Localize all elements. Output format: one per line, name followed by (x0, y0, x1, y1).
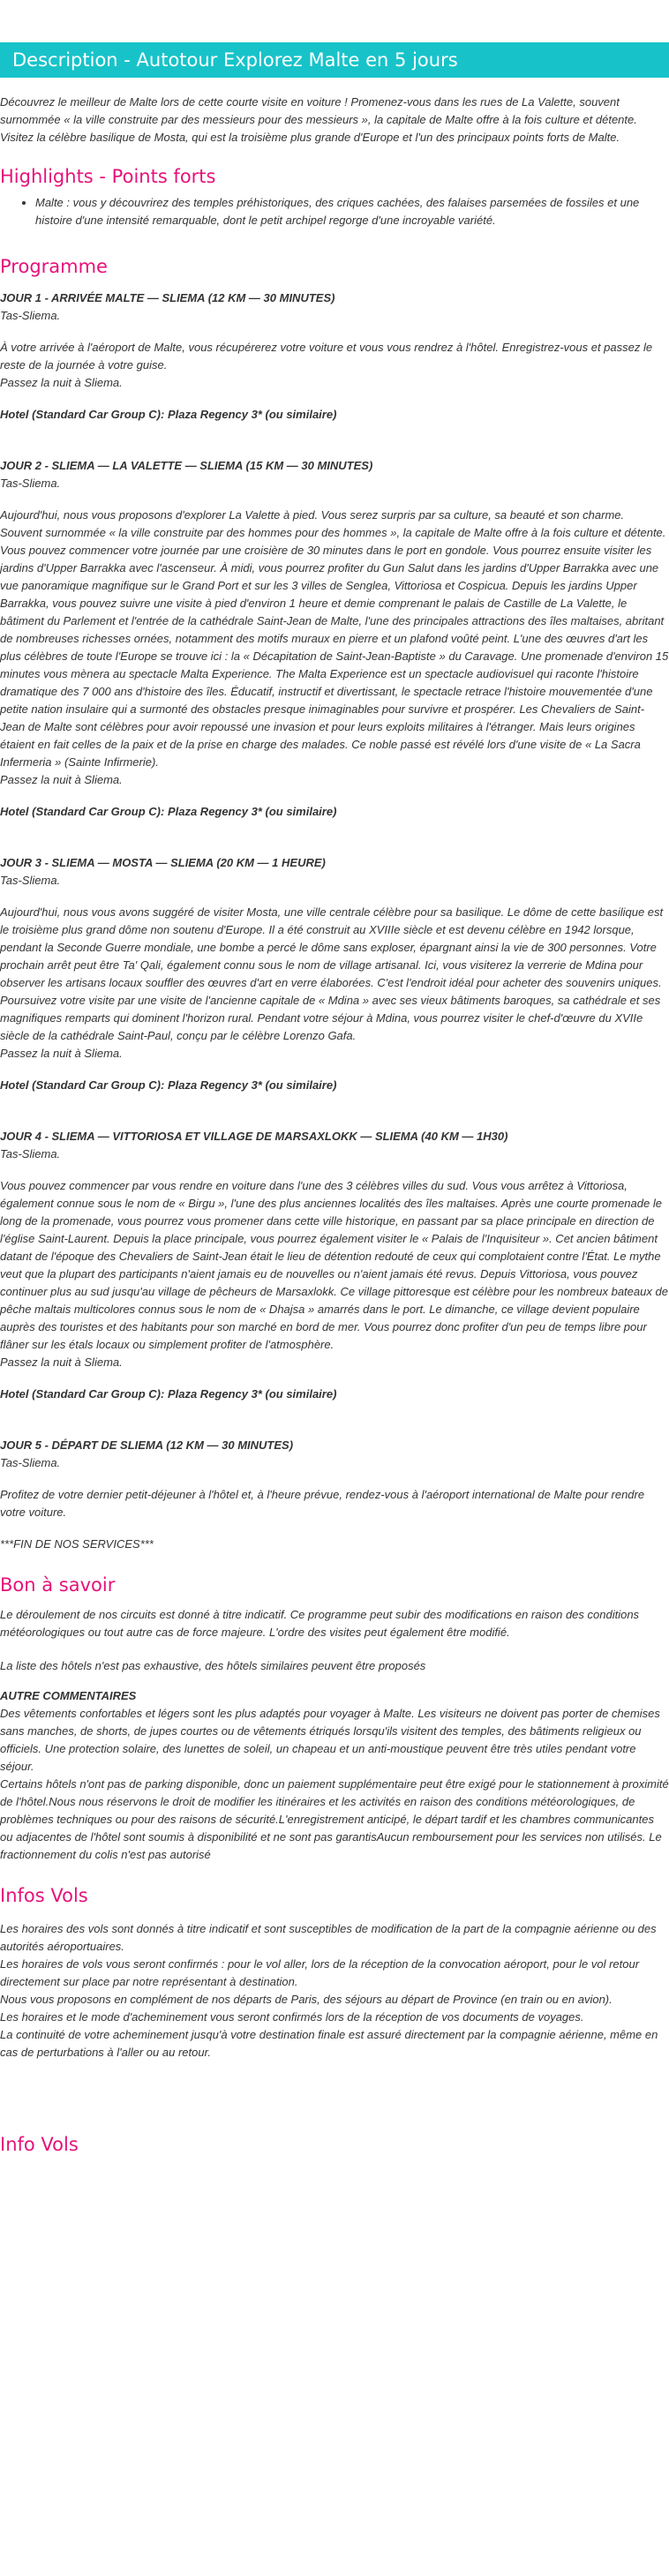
autre-commentaires-body: Des vêtements confortables et légers sont les plus adaptés pour voyager à Malte. Les visiteurs ne doivent pas porter de chemises sans manches, de shorts, de jupes courtes ou de vêtements étriqués lorsqu'ils visitent des temples, des bâtiments religieux ou officiels. Une protection solaire, des lunettes de soleil, un chapeau et un anti-moustique peuvent être très utiles pendant votre séjour. (0, 1707, 660, 1773)
day-night: Passez la nuit à Sliema. (0, 1356, 123, 1369)
programme-title: Programme (0, 256, 108, 277)
intro-paragraph: Découvrez le meilleur de Malte lors de cette courte visite en voiture ! Promenez-vous dans les rues de La Valette, souvent surnommée « la ville construite par des messieurs pour des messieurs », la capitale de Malte offre à la fois culture et détente. Visitez la célèbre basilique de Mosta, qui est la troisième plus grande d'Europe et l'un des principaux points forts de Malte. (0, 95, 637, 144)
infos-vols-title: Infos Vols (0, 1885, 88, 1906)
day-2 (0, 457, 669, 821)
day-description: Aujourd'hui, nous vous proposons d'explorer La Valette à pied. Vous serez surpris par sa culture, sa beauté et son charme. Souvent surnommée « la ville construite par des hommes pour des hommes », la capitale de Malte offre à la fois culture et détente. Vous pouvez commencer votre journée par une croisière de 30 minutes dans le port en gondole. Vous pourrez ensuite visiter les jardins d'Upper Barrakka avec l'ascenseur. À midi, vous pourrez profiter du Gun Salut dans les jardins d'Upper Barrakka avec une vue panoramique magnifique sur le Grand Port et sur les 3 villes de Senglea, Vittoriosa et Cospicua. Depuis les jardins Upper Barrakka, vous pouvez suivre une visite à pied d'environ 1 heure et demie comprenant le palais de Castille de La Valette, le bâtiment du Parlement et l'entrée de la cathédrale Saint-Jean de Malte, l'une des principales attractions des îles maltaises, abritant de nombreuses richesses ornées, notamment des motifs muraux en pierre et un plafond voûté peint. L'une des œuvres d'art les plus célèbres de toute l'Europe se trouve ici : la « Décapitation de Saint-Jean-Baptiste » du Caravage. Une promenade d'environ 15 minutes vous mènera au spectacle Malta Experience. The Malta Experience est un spectacle audiovisuel qui raconte l'histoire dramatique des 7 000 ans d'histoire des îles. Éducatif, instructif et divertissant, le spectacle retrace l'histoire mouvementée d'une petite nation insulaire qui a surmonté des obstacles presque inimaginables pour survivre et prospérer. Les Chevaliers de Saint-Jean de Malte sont célèbres pour avoir repoussé une invasion et pour leurs exploits militaires à l'étranger. Mais leurs origines étaient en fait celles de la paix et de la prise en charge des malades. Ce noble passé est révélé lors d'une visite de « La Sacra Infermeria » (Sainte Infirmerie). (0, 508, 669, 769)
day-title: JOUR 4 - SLIEMA — VITTORIOSA ET VILLAGE DE MARSAXLOKK — SLIEMA (40 KM — 1H30) (0, 1130, 508, 1143)
bon-a-savoir-paragraph: Le déroulement de nos circuits est donné à titre indicatif. Ce programme peut subir des modifications en raison des conditions météorologiques ou tout autre cas de force majeure. L'ordre des visites peut également être modifié. (0, 1608, 640, 1639)
description-banner (0, 42, 669, 78)
autre-commentaires-title: AUTRE COMMENTAIRES (0, 1689, 137, 1702)
end-of-services: ***FIN DE NOS SERVICES*** (0, 1537, 154, 1551)
day-hotel: Hotel (Standard Car Group C): Plaza Regency 3* (ou similaire) (0, 805, 337, 818)
day-night: Passez la nuit à Sliema. (0, 1047, 123, 1060)
day-1 (0, 289, 669, 424)
day-3 (0, 854, 669, 1094)
info-vols-title: Info Vols (0, 2134, 79, 2155)
day-location: Tas-Sliema. (0, 874, 61, 887)
highlights-title: Highlights - Points forts (0, 166, 216, 187)
day-night: Passez la nuit à Sliema. (0, 376, 123, 389)
day-location: Tas-Sliema. (0, 309, 61, 322)
infos-vols-section (0, 1883, 669, 2062)
highlights-section (0, 164, 669, 229)
info-vols-section (0, 2132, 669, 2157)
bon-a-savoir-section (0, 1573, 669, 1864)
day-hotel: Hotel (Standard Car Group C): Plaza Regency 3* (ou similaire) (0, 408, 337, 421)
infos-vols-line: Les horaires des vols sont donnés à titre indicatif et sont susceptibles de modification de la part de la compagnie aérienne ou des autorités aéroportuaires. (0, 1922, 657, 1953)
day-location: Tas-Sliema. (0, 1147, 61, 1160)
bon-a-savoir-title: Bon à savoir (0, 1574, 116, 1596)
autre-commentaires-body-2: Certains hôtels n'ont pas de parking disponible, donc un paiement supplémentaire peut être exigé pour le stationnement à proximité de l'hôtel.Nous nous réservons le droit de modifier les itinéraires et les activités en raison des conditions météorologiques, de problèmes techniques ou pour des raisons de sécurité.L'enregistrement anticipé, le départ tardif et les chambres communicantes ou adjacentes de l'hôtel sont soumis à disponibilité et ne sont pas garantisAucun remboursement pour les services non utilisés. Le fractionnement du colis n'est pas autorisé (0, 1777, 669, 1861)
day-4 (0, 1128, 669, 1403)
infos-vols-line: La continuité de votre acheminement jusqu'à votre destination finale est assuré directement par la compagnie aérienne, même en cas de perturbations à l'aller ou au retour. (0, 2028, 658, 2059)
infos-vols-line: Les horaires et le mode d'acheminement vous seront confirmés lors de la réception de vos documents de voyages. (0, 2010, 584, 2024)
day-hotel: Hotel (Standard Car Group C): Plaza Regency 3* (ou similaire) (0, 1387, 337, 1401)
day-location: Tas-Sliema. (0, 477, 61, 490)
hotels-note: La liste des hôtels n'est pas exhaustive, des hôtels similaires peuvent être proposés (0, 1659, 426, 1672)
day-description: Profitez de votre dernier petit-déjeuner à l'hôtel et, à l'heure prévue, rendez-vous à l'aéroport international de Malte pour rendre votre voiture. (0, 1488, 645, 1519)
main-content (0, 94, 669, 2157)
day-description: Aujourd'hui, nous vous avons suggéré de visiter Mosta, une ville centrale célèbre pour sa basilique. Le dôme de cette basilique est le troisième plus grand dôme non soutenu d'Europe. Il a été construit au XVIIIe siècle et est devenu célèbre en 1942 lorsque, pendant la Seconde Guerre mondiale, une bombe a percé le dôme sans exploser, épargnant ainsi la vie de 300 personnes. Votre prochain arrêt peut être Ta' Qali, également connu sous le nom de village artisanal. Ici, vous visiterez la verrerie de Mdina pour observer les artisans locaux souffler des œuvres d'art en verre élaborées. C'est l'endroit idéal pour acheter des souvenirs uniques. Poursuivez votre visite par une visite de l'ancienne capitale de « Mdina » avec ses vieux bâtiments baroques, sa cathédrale et ses magnifiques remparts qui dominent l'horizon rural. Pendant votre séjour à Mdina, vous pourrez visiter le chef-d'œuvre du XVIIe siècle de la cathédrale Saint-Paul, conçu par le célèbre Lorenzo Gafa. (0, 905, 664, 1042)
day-title: JOUR 3 - SLIEMA — MOSTA — SLIEMA (20 KM — 1 HEURE) (0, 856, 326, 869)
day-5 (0, 1437, 669, 1521)
programme-section (0, 254, 669, 1553)
day-night: Passez la nuit à Sliema. (0, 773, 123, 786)
day-title: JOUR 2 - SLIEMA — LA VALETTE — SLIEMA (15 KM — 30 MINUTES) (0, 459, 373, 472)
highlights-list (0, 194, 669, 229)
infos-vols-line: Nous vous proposons en complément de nos départs de Paris, des séjours au départ de Province (en train ou en avion). (0, 1993, 613, 2006)
day-title: JOUR 5 - DÉPART DE SLIEMA (12 KM — 30 MINUTES) (0, 1438, 294, 1452)
banner-title: Description - Autotour Explorez Malte en 5 jours (12, 49, 458, 71)
day-description: À votre arrivée à l'aéroport de Malte, vous récupérerez votre voiture et vous vous rendrez à l'hôtel. Enregistrez-vous et passez le reste de la journée à votre guise. (0, 341, 653, 372)
day-title: JOUR 1 - ARRIVÉE MALTE — SLIEMA (12 KM — 30 MINUTES) (0, 291, 335, 304)
day-description: Vous pouvez commencer par vous rendre en voiture dans l'une des 3 célèbres villes du sud. Vous vous arrêtez à Vittoriosa, également connue sous le nom de « Birgu », l'une des plus anciennes localités des îles maltaises. Après une courte promenade le long de la promenade, vous pourrez vous promener dans cette ville historique, en passant par sa place principale en direction de l'église Saint-Laurent. Depuis la place principale, vous pourrez également visiter le « Palais de l'Inquisiteur ». Cet ancien bâtiment datant de l'époque des Chevaliers de Saint-Jean était le lieu de détention redouté de ceux qui complotaient contre l'État. Le mythe veut que la plupart des participants n'aient jamais eu de nouvelles ou n'aient jamais été revus. Depuis Vittoriosa, vous pouvez continuer plus au sud jusqu'au village de pêcheurs de Marsaxlokk. Ce village pittoresque est célèbre pour les nombreux bateaux de pêche maltais multicolores connus sous le nom de « Dhajsa » amarrés dans le port. Le dimanche, ce village devient populaire auprès des touristes et des habitants pour son marché en bord de mer. Vous pourrez donc profiter d'un peu de temps libre pour flâner sur les étals locaux ou simplement profiter de l'atmosphère. (0, 1179, 668, 1351)
day-location: Tas-Sliema. (0, 1456, 61, 1469)
highlight-item: • Malte : vous y découvrirez des temples préhistoriques, des criques cachées, des falaises parsemées de fossiles et une histoire d'une intensité remarquable, dont le petit archipel regorge d'une incroyable variété. (35, 194, 669, 229)
infos-vols-line: Les horaires de vols vous seront confirmés : pour le vol aller, lors de la réception de la convocation aéroport, pour le vol retour directement sur place par notre représentant à destination. (0, 1957, 640, 1988)
day-hotel: Hotel (Standard Car Group C): Plaza Regency 3* (ou similaire) (0, 1078, 337, 1092)
